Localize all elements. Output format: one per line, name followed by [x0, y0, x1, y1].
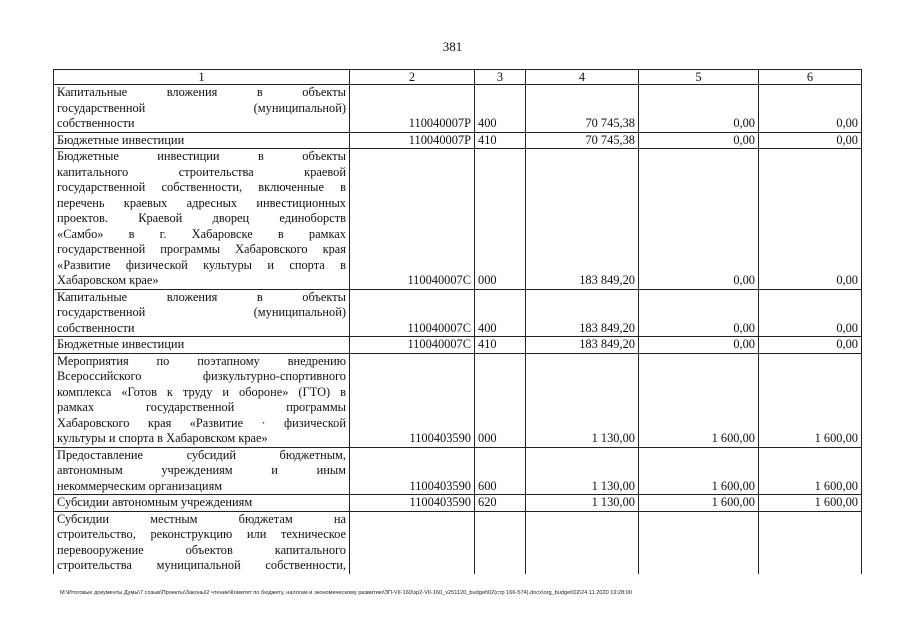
- description-line: Субсидии местным бюджетам на: [57, 511, 346, 526]
- description-line: Всероссийского физкультурно-спортивного: [57, 369, 346, 383]
- amount-col5-cell: 0,00: [639, 132, 759, 149]
- row-description: [54, 289, 350, 337]
- amount-col6-cell: 0,00: [759, 337, 862, 354]
- expense-type-cell: 000: [475, 149, 526, 290]
- target-code-cell: 110040007С: [350, 337, 475, 354]
- amount-col5-cell: 0,00: [639, 337, 759, 354]
- target-code-cell: 1100403590: [350, 495, 475, 512]
- column-header: 5: [639, 70, 759, 85]
- amount-col4-cell: 183 849,20: [526, 289, 639, 337]
- table-row: [54, 337, 862, 354]
- description-line: Субсидии автономным учреждениям: [57, 495, 253, 509]
- amount-col6-cell: 1 600,00: [759, 447, 862, 495]
- description-line: Капитальные вложения в объекты: [57, 289, 346, 304]
- description-line: культуры и спорта в Хабаровском крае»: [57, 431, 268, 445]
- description-line: рамках государственной программы: [57, 400, 346, 414]
- description-line: «Развитие физической культуры и спорта в: [57, 257, 346, 272]
- target-code-cell: 110040007Р: [350, 85, 475, 133]
- amount-col6-cell: 0,00: [759, 289, 862, 337]
- description-line: комплекса «Готов к труду и обороне» (ГТО) в: [57, 384, 346, 399]
- description-line: Бюджетные инвестиции: [57, 337, 185, 351]
- description-line: государственной программы Хабаровского края: [57, 242, 346, 256]
- amount-col4-cell: 1 130,00: [526, 447, 639, 495]
- expense-type-cell: 600: [475, 447, 526, 495]
- description-line: собственности: [57, 320, 135, 335]
- amount-col4-cell: 183 849,20: [526, 337, 639, 354]
- table-header-row: [54, 70, 862, 85]
- footer-file-path: M:\Итоговые документы Думы\7 созыв\Проекты\Законы\2 чтение\Комитет по бюджету, налогам и экономическому развитию\ЗП-VII-160\зр2-VII-160_v251120_budget\02(стр 166-574).docx\org_budget\02\24.11.2020 19:28:00: [60, 590, 633, 596]
- table-row: [54, 511, 862, 574]
- amount-col6-cell: 1 600,00: [759, 353, 862, 447]
- amount-col6-cell: [759, 511, 862, 574]
- table-row: [54, 353, 862, 447]
- row-description: [54, 149, 350, 290]
- target-code-cell: [350, 511, 475, 574]
- target-code-cell: 1100403590: [350, 447, 475, 495]
- table-row: [54, 132, 862, 149]
- amount-col4-cell: [526, 511, 639, 574]
- description-line: перечень краевых адресных инвестиционных: [57, 195, 346, 210]
- amount-col4-cell: 70 745,38: [526, 85, 639, 133]
- amount-col5-cell: 0,00: [639, 149, 759, 290]
- amount-col6-cell: 0,00: [759, 85, 862, 133]
- expense-type-cell: 620: [475, 495, 526, 512]
- description-line: перевооружение объектов капитального: [57, 542, 346, 557]
- description-line: Бюджетные инвестиции в объекты: [57, 149, 346, 163]
- row-description: [54, 85, 350, 133]
- amount-col5-cell: 0,00: [639, 85, 759, 133]
- row-description: [54, 353, 350, 447]
- table-row: [54, 495, 862, 512]
- description-line: проектов. Краевой дворец единоборств: [57, 211, 346, 225]
- expense-type-cell: 410: [475, 337, 526, 354]
- amount-col4-cell: 70 745,38: [526, 132, 639, 149]
- expense-type-cell: 410: [475, 132, 526, 149]
- amount-col5-cell: [639, 511, 759, 574]
- description-line: собственности: [57, 116, 135, 130]
- target-code-cell: 1100403590: [350, 353, 475, 447]
- expense-type-cell: [475, 511, 526, 574]
- row-description: [54, 495, 350, 512]
- amount-col5-cell: 1 600,00: [639, 495, 759, 512]
- column-header: 3: [475, 70, 526, 85]
- description-line: строительство, реконструкцию или техническое: [57, 527, 346, 541]
- column-header: 4: [526, 70, 639, 85]
- row-description: [54, 447, 350, 495]
- column-header: 2: [350, 70, 475, 85]
- description-line: Предоставление субсидий бюджетным,: [57, 447, 346, 462]
- budget-table: [53, 69, 862, 574]
- expense-type-cell: 000: [475, 353, 526, 447]
- column-header: 1: [54, 70, 350, 85]
- description-line: строительства муниципальной собственности,: [57, 558, 346, 572]
- amount-col6-cell: 0,00: [759, 149, 862, 290]
- description-line: Капитальные вложения в объекты: [57, 85, 346, 99]
- description-line: Хабаровском крае»: [57, 273, 159, 287]
- description-line: «Самбо» в г. Хабаровске в рамках: [57, 226, 346, 241]
- table-row: [54, 289, 862, 337]
- amount-col5-cell: 1 600,00: [639, 447, 759, 495]
- description-line: Мероприятия по поэтапному внедрению: [57, 353, 346, 368]
- description-line: Бюджетные инвестиции: [57, 132, 185, 147]
- amount-col4-cell: 1 130,00: [526, 353, 639, 447]
- row-description: [54, 132, 350, 149]
- amount-col6-cell: 0,00: [759, 132, 862, 149]
- description-line: автономным учреждениям и иным: [57, 463, 346, 477]
- page-number: 381: [442, 39, 463, 54]
- description-line: государственной собственности, включенные в: [57, 180, 346, 194]
- amount-col6-cell: 1 600,00: [759, 495, 862, 512]
- description-line: государственной (муниципальной): [57, 100, 346, 115]
- table-row: [54, 149, 862, 290]
- target-code-cell: 110040007С: [350, 289, 475, 337]
- table-row: [54, 447, 862, 495]
- expense-type-cell: 400: [475, 85, 526, 133]
- description-line: некоммерческим организациям: [57, 478, 223, 493]
- description-line: капитального строительства краевой: [57, 164, 346, 179]
- table-row: [54, 85, 862, 133]
- row-description: [54, 511, 350, 574]
- amount-col4-cell: 183 849,20: [526, 149, 639, 290]
- description-line: Хабаровского края «Развитие · физической: [57, 415, 346, 430]
- expense-type-cell: 400: [475, 289, 526, 337]
- amount-col5-cell: 1 600,00: [639, 353, 759, 447]
- target-code-cell: 110040007Р: [350, 132, 475, 149]
- amount-col4-cell: 1 130,00: [526, 495, 639, 512]
- amount-col5-cell: 0,00: [639, 289, 759, 337]
- description-line: государственной (муниципальной): [57, 305, 346, 319]
- row-description: [54, 337, 350, 354]
- target-code-cell: 110040007С: [350, 149, 475, 290]
- column-header: 6: [759, 70, 862, 85]
